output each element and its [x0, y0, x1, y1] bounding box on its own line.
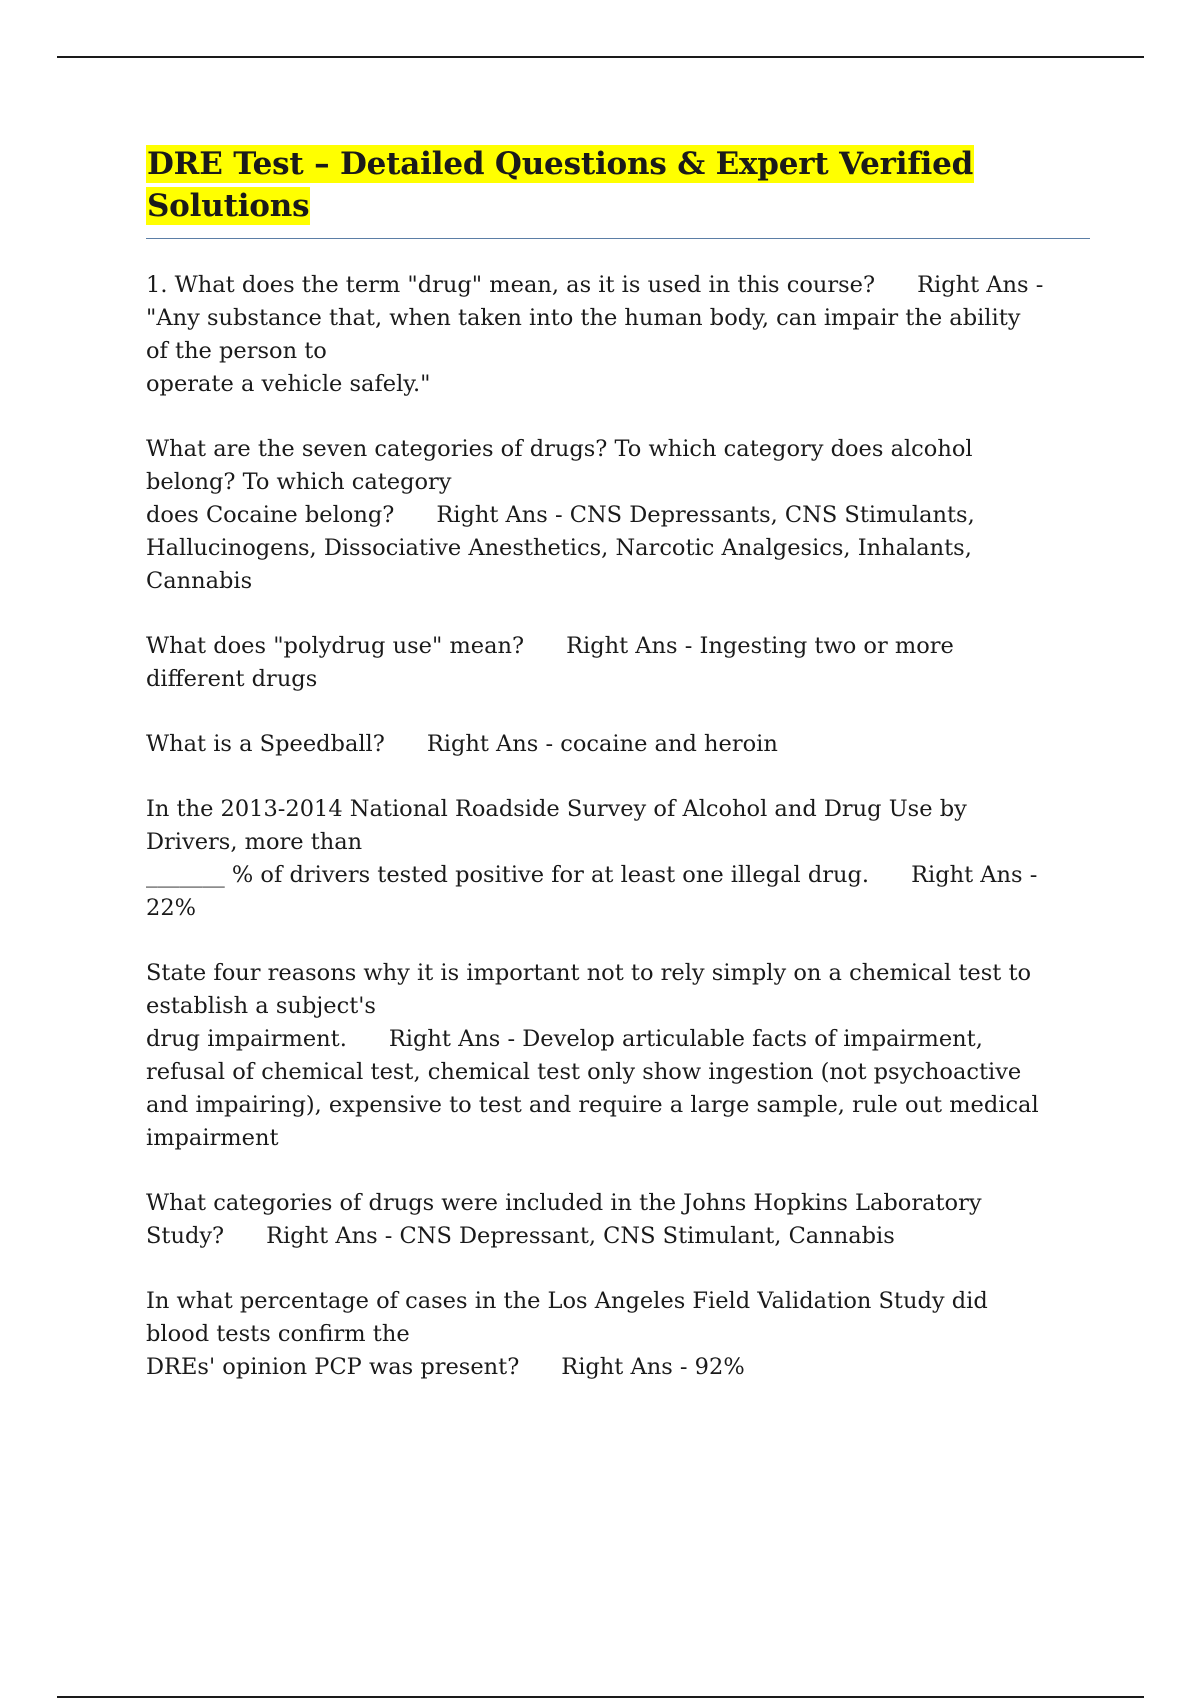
qa-line — [146, 1351, 1090, 1384]
qa-text: DREs' opinion PCP was present? — [146, 1354, 520, 1380]
qa-item — [146, 957, 1090, 1155]
answer-text: Right Ans - — [911, 862, 1038, 888]
qa-text: What is a Speedball? — [146, 731, 385, 757]
qa-item — [146, 630, 1090, 696]
qa-text: State four reasons why it is important not to rely simply on a chemical test to — [146, 960, 1032, 986]
qa-line — [146, 335, 1090, 368]
qa-line — [146, 957, 1090, 990]
qa-line — [146, 499, 1090, 532]
qa-line — [146, 728, 1090, 761]
qa-item — [146, 269, 1090, 401]
qa-line — [146, 532, 1090, 565]
document-title — [146, 143, 1090, 227]
qa-line — [146, 1220, 1090, 1253]
qa-line — [146, 793, 1090, 826]
answer-text: Right Ans - 92% — [561, 1354, 745, 1380]
qa-line — [146, 433, 1090, 466]
qa-line — [146, 1122, 1090, 1155]
document-body — [146, 143, 1090, 1416]
qa-line — [146, 826, 1090, 859]
qa-text: of the person to — [146, 338, 327, 364]
qa-text: Hallucinogens, Dissociative Anesthetics, Narcotic Analgesics, Inhalants, — [146, 535, 972, 561]
qa-text: establish a subject's — [146, 993, 376, 1019]
qa-line — [146, 1285, 1090, 1318]
qa-text: In the 2013-2014 National Roadside Survey of Alcohol and Drug Use by — [146, 796, 967, 822]
qa-item — [146, 1187, 1090, 1253]
qa-text: does Cocaine belong? — [146, 502, 395, 528]
qa-text: drug impairment. — [146, 1026, 347, 1052]
footer-rule — [57, 1696, 1144, 1698]
qa-line — [146, 990, 1090, 1023]
qa-item — [146, 1285, 1090, 1384]
answer-text: Right Ans - CNS Depressants, CNS Stimulants, — [436, 502, 975, 528]
qa-line — [146, 859, 1090, 892]
qa-line — [146, 1089, 1090, 1122]
qa-line — [146, 466, 1090, 499]
qa-line — [146, 302, 1090, 335]
qa-line — [146, 269, 1090, 302]
qa-line — [146, 1056, 1090, 1089]
answer-text: Right Ans - cocaine and heroin — [426, 731, 778, 757]
qa-text: operate a vehicle safely." — [146, 371, 431, 397]
qa-line — [146, 368, 1090, 401]
qa-text: refusal of chemical test, chemical test only show ingestion (not psychoactive — [146, 1059, 1022, 1085]
qa-text: "Any substance that, when taken into the human body, can impair the ability — [146, 305, 1021, 331]
answer-text: Right Ans - CNS Depressant, CNS Stimulant, Cannabis — [266, 1223, 895, 1249]
qa-line — [146, 1318, 1090, 1351]
qa-line — [146, 663, 1090, 696]
qa-text: different drugs — [146, 666, 318, 692]
qa-text: Cannabis — [146, 568, 253, 594]
qa-item — [146, 433, 1090, 598]
title-underline — [146, 238, 1090, 239]
qa-line — [146, 1023, 1090, 1056]
qa-text: 1. What does the term "drug" mean, as it is used in this course? — [146, 272, 876, 298]
qa-text: blood tests confirm the — [146, 1321, 410, 1347]
qa-item — [146, 793, 1090, 925]
qa-item — [146, 728, 1090, 761]
header-rule — [57, 56, 1144, 58]
qa-text: What categories of drugs were included in the Johns Hopkins Laboratory — [146, 1190, 982, 1216]
answer-text: Right Ans - — [917, 272, 1044, 298]
qa-text: Study? — [146, 1223, 225, 1249]
qa-line — [146, 1187, 1090, 1220]
qa-text: What are the seven categories of drugs? To which category does alcohol — [146, 436, 973, 462]
qa-line — [146, 565, 1090, 598]
qa-text: and impairing), expensive to test and require a large sample, rule out medical — [146, 1092, 1039, 1118]
qa-text: What does "polydrug use" mean? — [146, 633, 525, 659]
qa-text: _______ % of drivers tested positive for at least one illegal drug. — [146, 862, 870, 888]
qa-text: Drivers, more than — [146, 829, 363, 855]
qa-text: impairment — [146, 1125, 279, 1151]
qa-text: 22% — [146, 895, 197, 921]
qa-line — [146, 630, 1090, 663]
qa-text: In what percentage of cases in the Los Angeles Field Validation Study did — [146, 1288, 988, 1314]
answer-text: Right Ans - Ingesting two or more — [566, 633, 954, 659]
qa-line — [146, 892, 1090, 925]
qa-text: belong? To which category — [146, 469, 452, 495]
title-highlight: DRE Test – Detailed Questions & Expert Verified Solutions — [147, 146, 974, 224]
qa-list — [146, 269, 1090, 1384]
answer-text: Right Ans - Develop articulable facts of impairment, — [388, 1026, 983, 1052]
